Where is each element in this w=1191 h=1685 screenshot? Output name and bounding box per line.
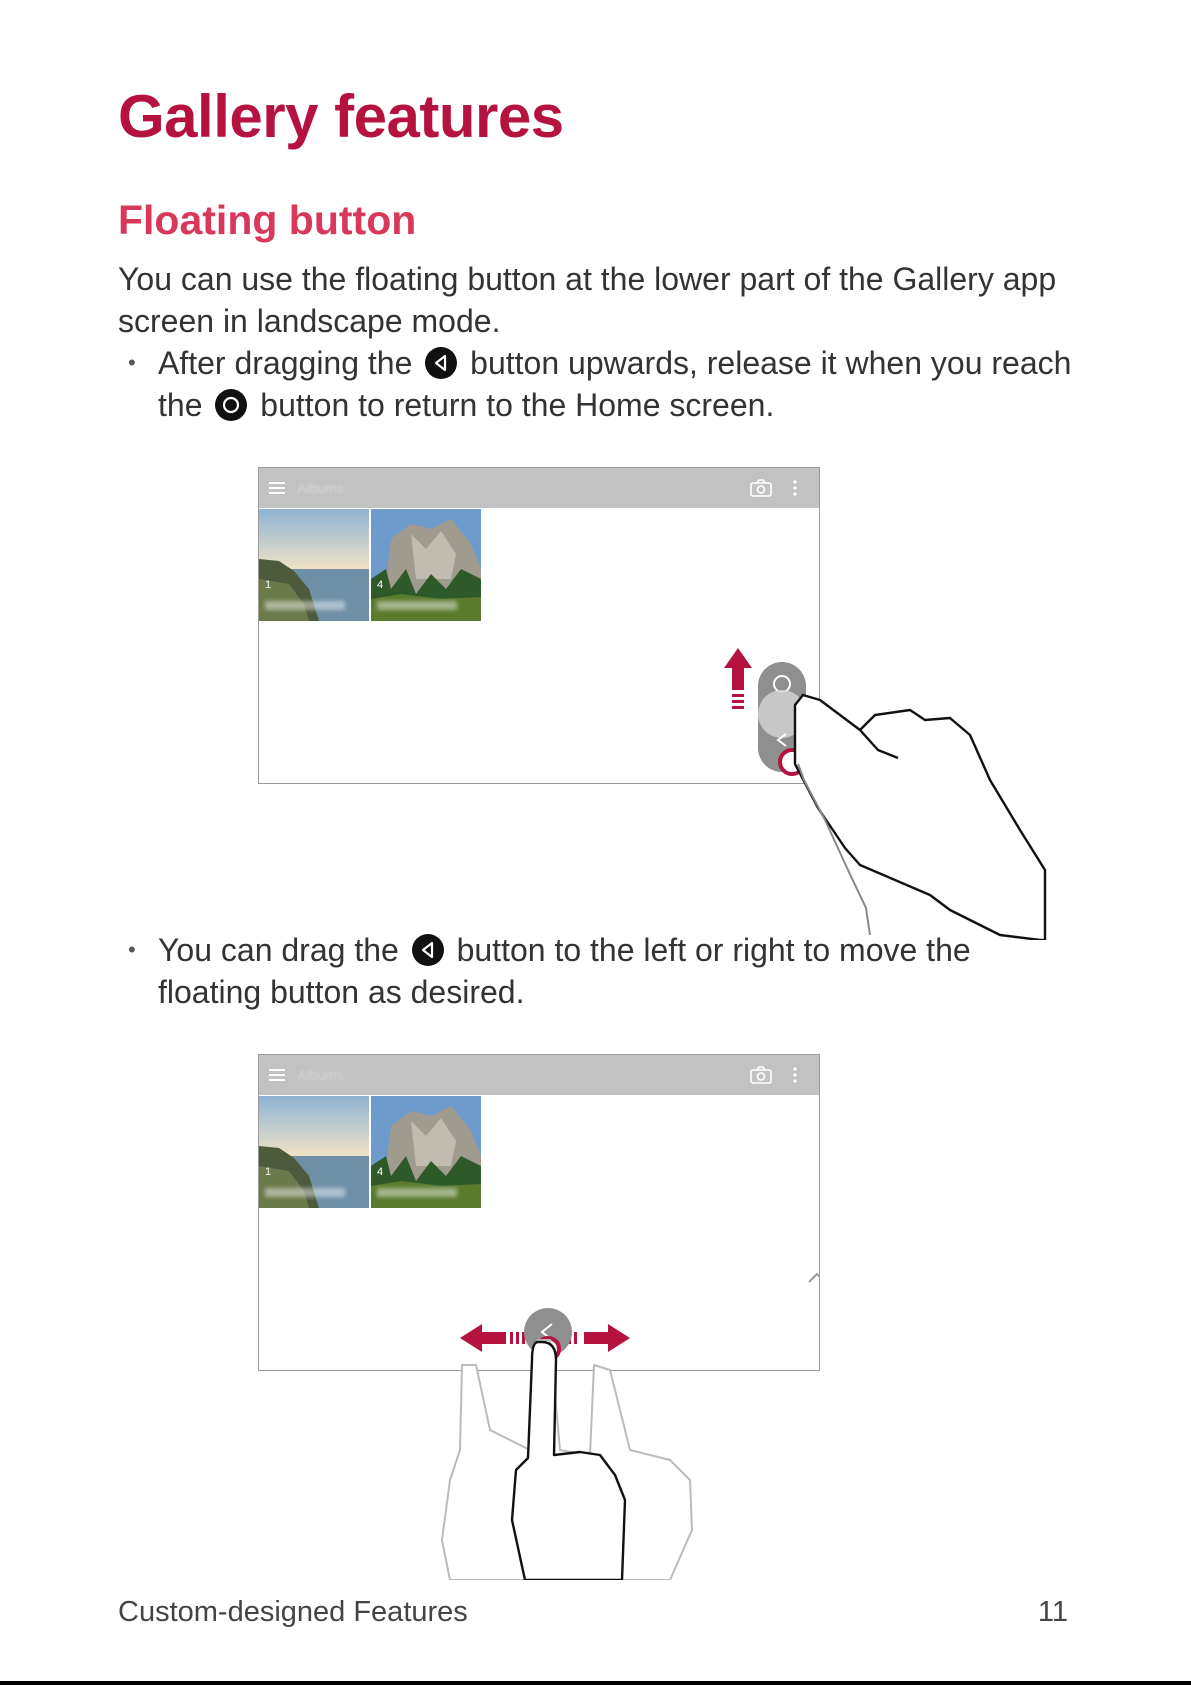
bullet-text <box>158 929 1078 1013</box>
album-thumbnail <box>259 1096 369 1208</box>
intro-paragraph: You can use the floating button at the lower part of the Gallery app screen in landscape mode. <box>118 261 1057 339</box>
album-caption <box>265 1188 345 1197</box>
more-vert-icon <box>792 479 798 497</box>
gesture-illustration-2 <box>430 1280 750 1580</box>
menu-icon <box>269 481 287 495</box>
app-bar <box>259 1055 819 1095</box>
album-caption <box>377 601 457 610</box>
footer-section-title: Custom-designed Features <box>118 1596 468 1628</box>
bullet-dot: • <box>128 350 136 375</box>
bullet-dot: • <box>128 937 136 962</box>
chevron-up-icon <box>797 1260 820 1300</box>
bullet-text-part: button to return to the Home screen. <box>260 387 775 423</box>
app-bar <box>259 468 819 508</box>
bullet-text-part: You can drag the <box>158 932 399 968</box>
arrow-left-icon <box>460 1324 525 1352</box>
bullet-text-part: button to the left or right to move the floating button as desired. <box>158 932 971 1010</box>
hand-icon <box>795 695 1045 940</box>
bottom-rule <box>0 1681 1191 1685</box>
footer-page-number: 11 <box>1037 1596 1068 1628</box>
album-thumbnail <box>371 509 481 621</box>
home-button-icon <box>215 389 247 421</box>
bullet-text-part: After dragging the <box>158 345 413 381</box>
back-button-icon <box>412 934 444 966</box>
back-button-icon <box>425 347 457 379</box>
appbar-title: Albums <box>297 1067 344 1083</box>
hand-icon <box>442 1340 692 1580</box>
arrow-right-icon <box>562 1324 630 1352</box>
camera-icon <box>749 478 773 498</box>
album-count: 4 <box>377 1166 384 1178</box>
album-count: 1 <box>265 579 272 591</box>
album-count: 1 <box>265 1166 272 1178</box>
camera-icon <box>749 1065 773 1085</box>
section-title: Floating button <box>118 197 417 243</box>
menu-icon <box>269 1068 287 1082</box>
album-caption <box>265 601 345 610</box>
arrow-up-icon <box>724 648 752 709</box>
bullet-text <box>158 342 1078 426</box>
page-title: Gallery features <box>118 83 564 150</box>
more-vert-icon <box>792 1066 798 1084</box>
album-thumbnail <box>371 1096 481 1208</box>
appbar-title: Albums <box>297 480 344 496</box>
album-caption <box>377 1188 457 1197</box>
bullet-text-part: button upwards, release it when you reach the <box>158 345 1072 423</box>
album-thumbnail <box>259 509 369 621</box>
album-count: 4 <box>377 579 384 591</box>
gesture-illustration-1 <box>700 640 1060 940</box>
